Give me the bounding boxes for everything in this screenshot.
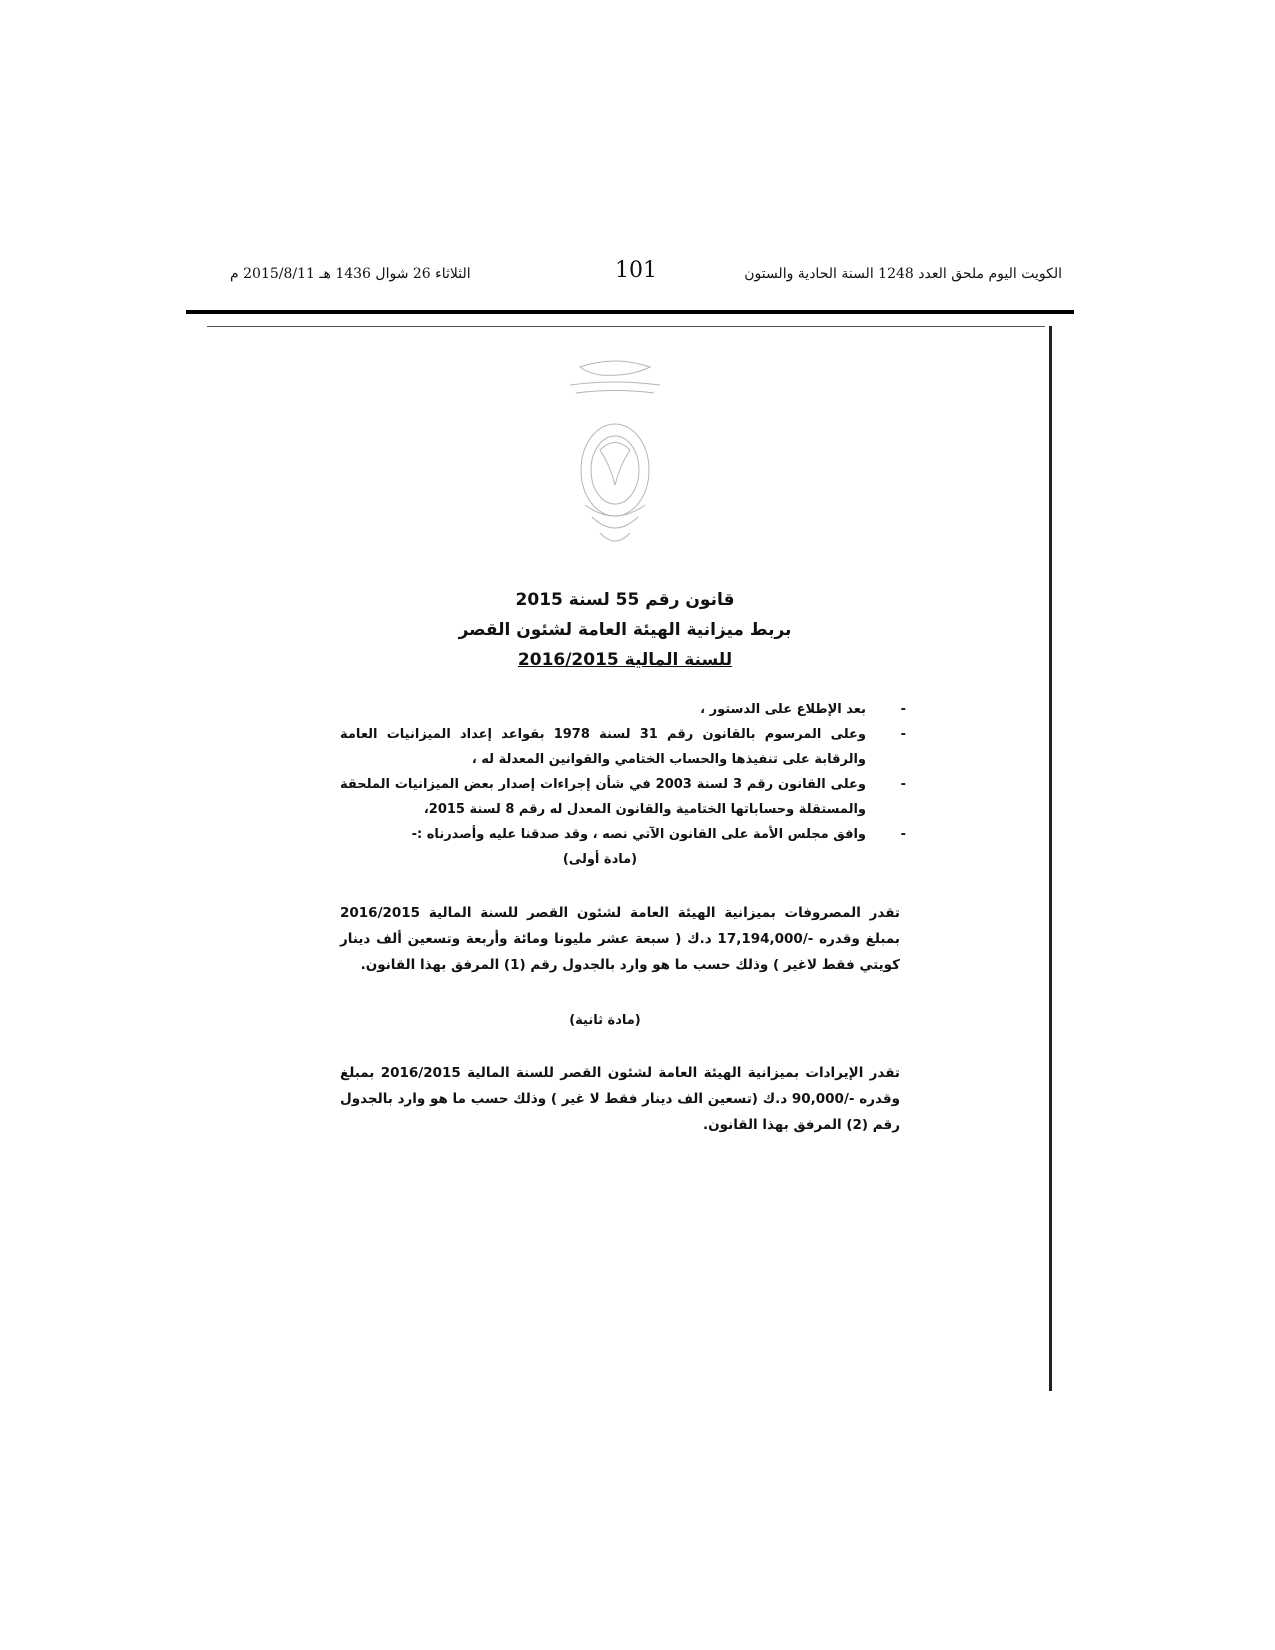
issue-date: الثلاثاء 26 شوال 1436 هـ 2015/8/11 م xyxy=(230,266,471,282)
article-1-body: تقدر المصروفات بميزانية الهيئة العامة لشئون القصر للسنة المالية 2016/2015 بمبلغ وقدره -/17,194,000 د.ك ( سبعة عشر مليونا ومائة وأربعة وتسعين ألف دينار كويتي فقط لاغير ) وذلك حسب ما هو وارد بالجدول رقم (1) المرفق بهذا القانون. xyxy=(340,905,901,973)
article-1-heading: (مادة أولى) xyxy=(562,852,638,867)
fiscal-year-title: للسنة المالية 2016/2015 xyxy=(517,650,733,670)
preamble-list xyxy=(340,697,906,847)
page-number: 101 xyxy=(615,258,657,283)
gazette-issue-label: الكويت اليوم ملحق العدد 1248 السنة الحادية والستون xyxy=(744,266,1062,282)
preamble-item: - بعد الإطلاع على الدستور ، xyxy=(700,702,906,717)
preamble-item: - وافق مجلس الأمة على القانون الآتي نصه ، وقد صدقنا عليه وأصدرناه :- xyxy=(411,827,906,842)
state-emblem-icon xyxy=(540,355,690,565)
header-rule xyxy=(186,310,1074,314)
preamble-item: - وعلى المرسوم بالقانون رقم 31 لسنة 1978 بقواعد إعداد الميزانيات العامة والرقابة على تنفيذها والحساب الختامي والقوانين المعدلة له ، xyxy=(340,727,906,767)
article-2-body: تقدر الإيرادات بميزانية الهيئة العامة لشئون القصر للسنة المالية 2016/2015 بمبلغ وقدره -/90,000 د.ك (تسعين الف دينار فقط لا غير ) وذلك حسب ما هو وارد بالجدول رقم (2) المرفق بهذا القانون. xyxy=(340,1065,900,1133)
law-title-block xyxy=(400,585,850,675)
frame-top-border xyxy=(207,326,1045,327)
gazette-header xyxy=(230,258,1062,292)
law-number-title: قانون رقم 55 لسنة 2015 xyxy=(515,590,735,610)
law-subject-title: بربط ميزانية الهيئة العامة لشئون القصر xyxy=(458,620,792,640)
preamble-item: - وعلى القانون رقم 3 لسنة 2003 في شأن إجراءات إصدار بعض الميزانيات الملحقة والمستقلة وحساباتها الختامية والقانون المعدل له رقم 8 لسنة 2015، xyxy=(340,777,906,817)
article-2-heading: (مادة ثانية) xyxy=(569,1013,641,1028)
frame-right-border xyxy=(1049,326,1052,1391)
